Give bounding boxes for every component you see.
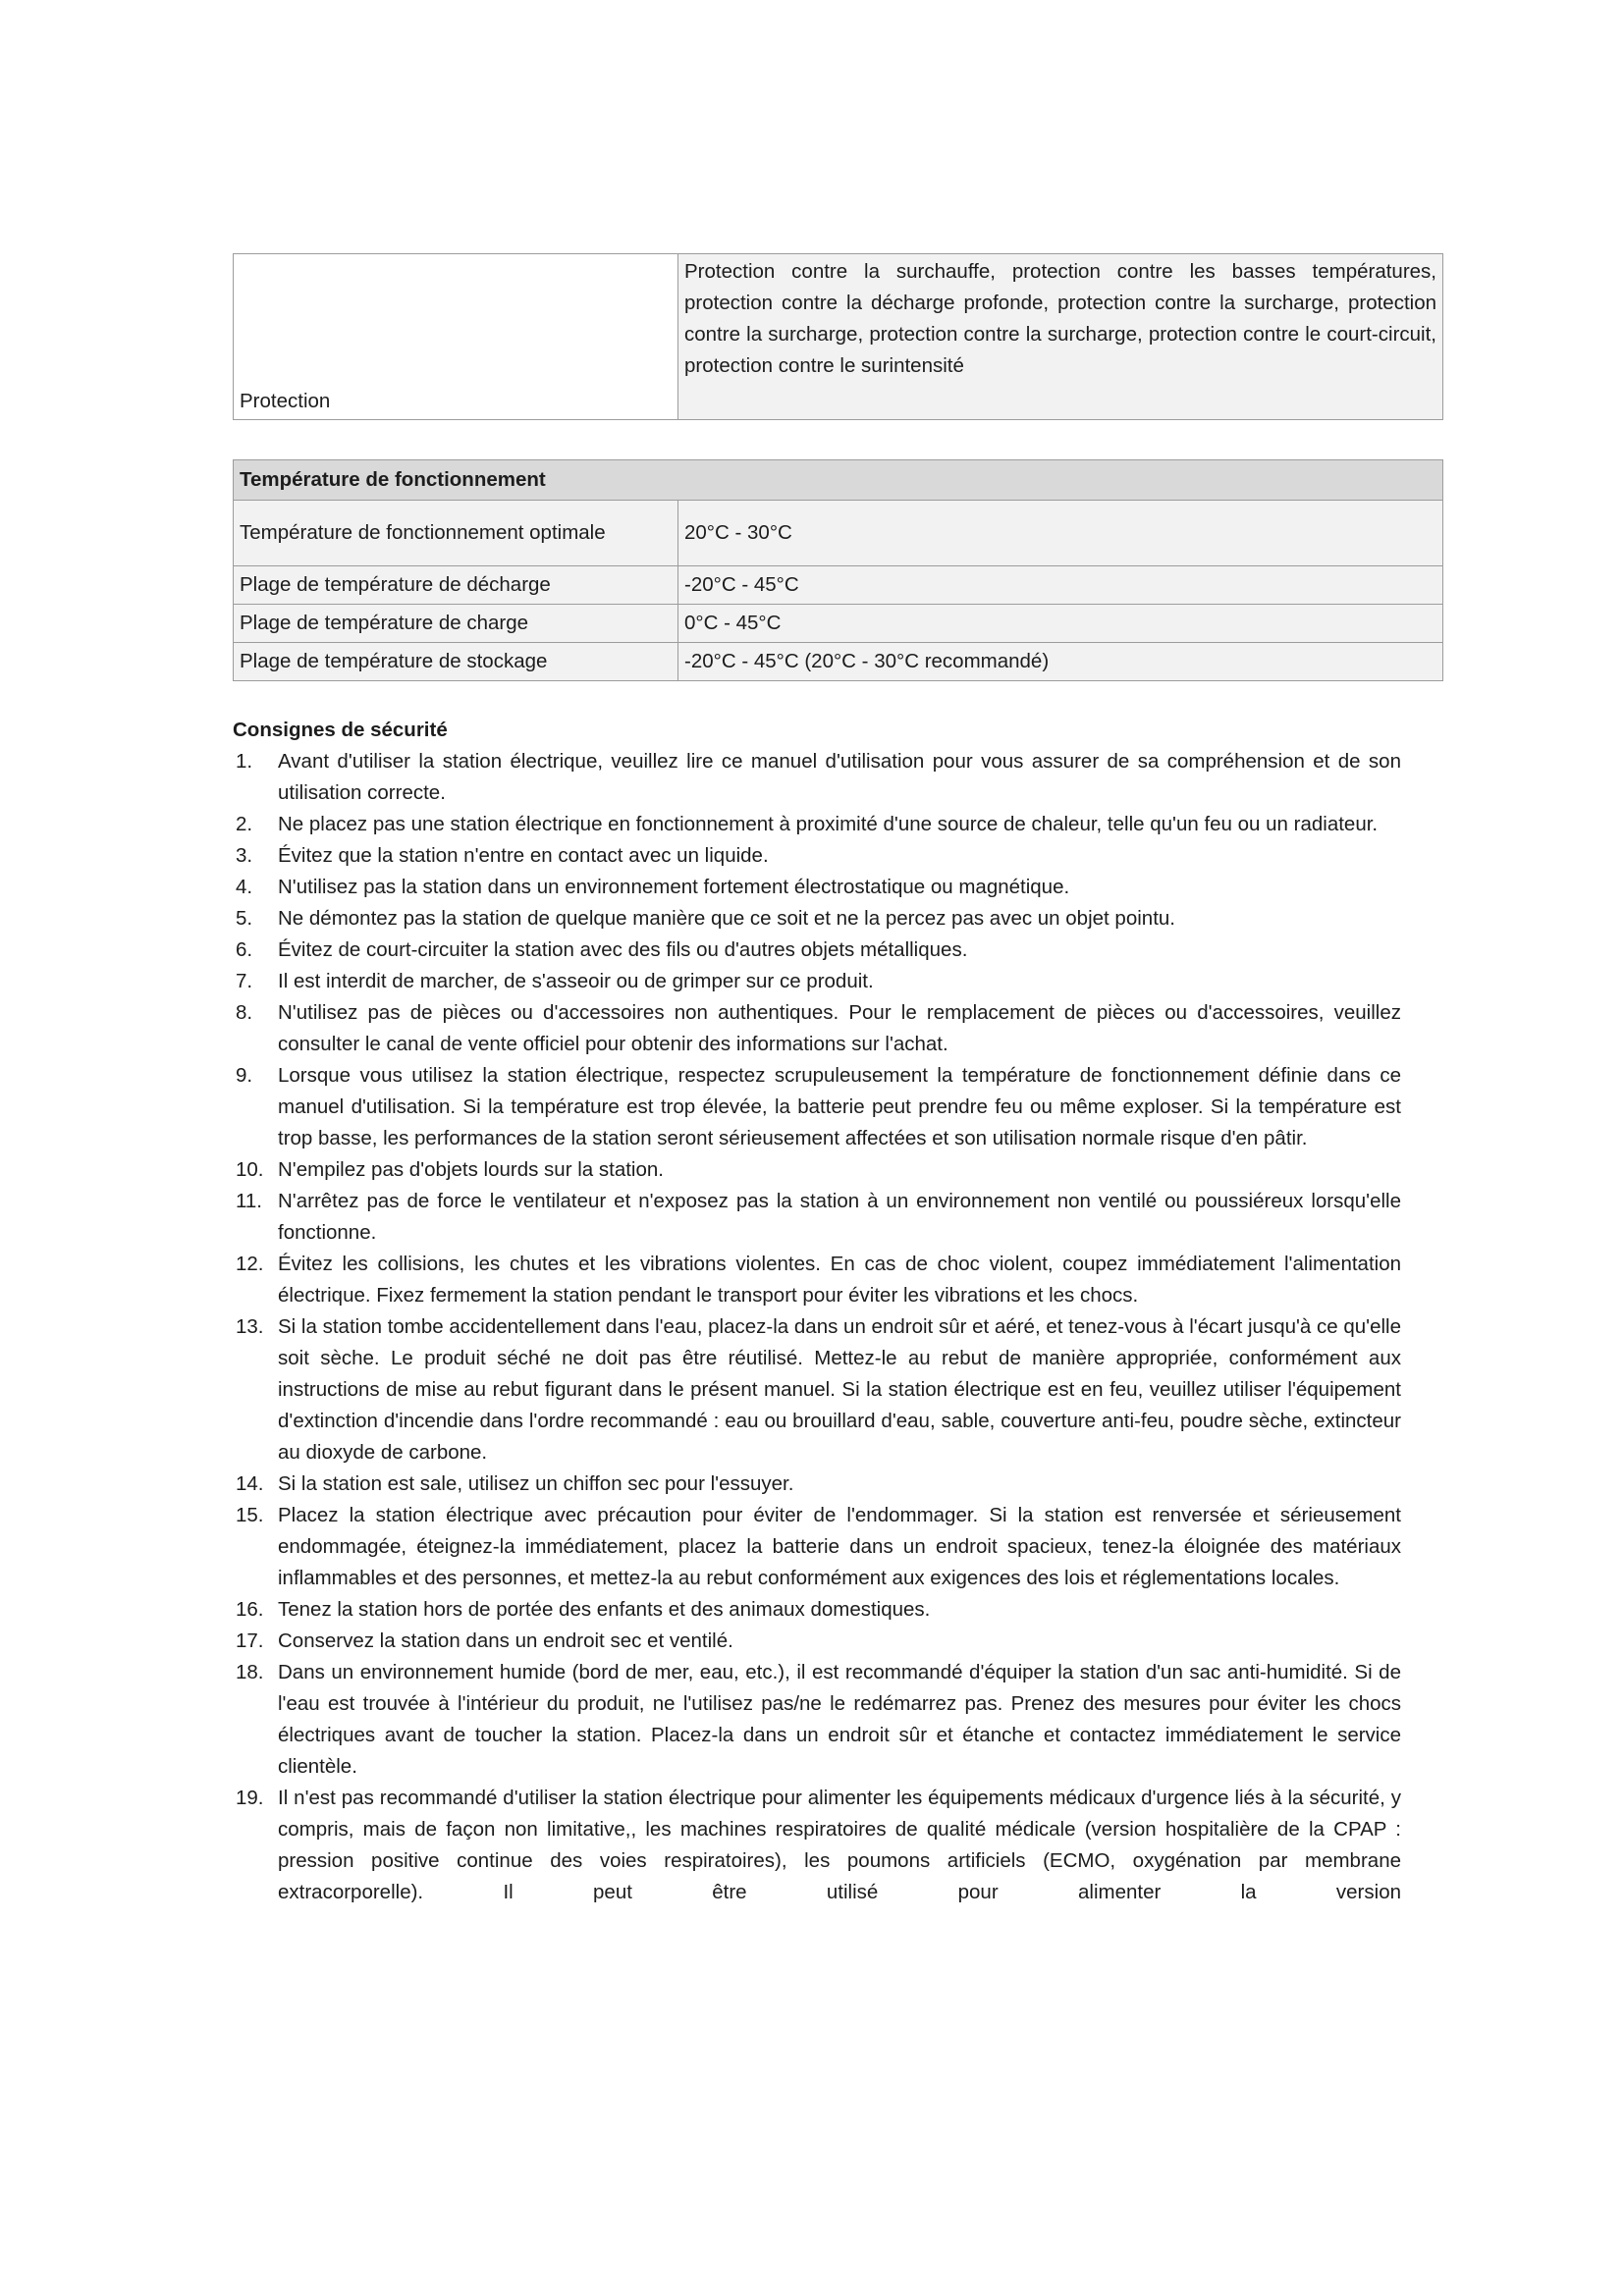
row-label: Température de fonctionnement optimale [234, 501, 678, 566]
item-number: 13. [236, 1315, 264, 1338]
item-text: Évitez que la station n'entre en contact avec un liquide. [278, 844, 769, 867]
table-row [234, 566, 1443, 605]
item-text: N'arrêtez pas de force le ventilateur et n'exposez pas la station à un environnement non ventilé ou poussiéreux lorsqu'elle fonctionne. [278, 1190, 1401, 1244]
list-item [236, 1311, 1401, 1468]
item-number: 9. [236, 1064, 253, 1087]
item-number: 4. [236, 876, 253, 898]
item-text: Si la station tombe accidentellement dans l'eau, placez-la dans un endroit sûr et aéré, et tenez-vous à l'écart jusqu'à ce qu'elle soit sèche. Le produit séché ne doit pas être réutilisé. Mettez-le au rebut de manière appropriée, conformément aux instructions de mise au rebut figurant dans le présent manuel. Si la station électrique est en feu, veuillez utiliser l'équipement d'extinction d'incendie dans l'ordre recommandé : eau ou brouillard d'eau, sable, couverture anti-feu, poudre sèche, extincteur au dioxyde de carbone. [278, 1315, 1401, 1464]
item-text: Il n'est pas recommandé d'utiliser la station électrique pour alimenter les équipements médicaux d'urgence liés à la sécurité, y compris, mais de façon non limitative,, les machines respiratoires de qualité médicale (version hospitalière de la CPAP : pression positive continue des voies respiratoires), les poumons artificiels (ECMO, oxygénation par membrane extracorporelle). Il peut être utilisé pour alimenter la version [278, 1787, 1401, 1903]
item-number: 14. [236, 1472, 264, 1495]
table-row [234, 501, 1443, 566]
list-item [236, 1060, 1401, 1154]
protection-label: Protection [234, 254, 678, 420]
list-item [236, 1783, 1401, 1908]
item-number: 11. [236, 1190, 262, 1212]
list-item [236, 1154, 1401, 1186]
item-number: 8. [236, 1001, 253, 1024]
safety-instructions-list [236, 746, 1401, 1908]
table-row [234, 605, 1443, 643]
item-number: 1. [236, 750, 253, 773]
item-text: Placez la station électrique avec précaution pour éviter de l'endommager. Si la station est renversée et sérieusement endommagée, éteignez-la immédiatement, placez la batterie dans un endroit spacieux, tenez-la éloignée des matériaux inflammables et des personnes, et mettez-la au rebut conformément aux exigences des lois et réglementations locales. [278, 1504, 1401, 1589]
item-text: Ne placez pas une station électrique en fonctionnement à proximité d'une source de chaleur, telle qu'un feu ou un radiateur. [278, 813, 1379, 835]
item-text: N'utilisez pas de pièces ou d'accessoires non authentiques. Pour le remplacement de pièces ou d'accessoires, veuillez consulter le canal de vente officiel pour obtenir des informations sur l'achat. [278, 1001, 1401, 1055]
item-text: N'empilez pas d'objets lourds sur la station. [278, 1158, 664, 1181]
section-heading: Consignes de sécurité [233, 719, 448, 741]
item-text: Évitez de court-circuiter la station avec des fils ou d'autres objets métalliques. [278, 938, 968, 961]
row-value: 0°C - 45°C [678, 605, 1443, 643]
item-number: 15. [236, 1504, 264, 1526]
item-text: Il est interdit de marcher, de s'asseoir ou de grimper sur ce produit. [278, 970, 874, 992]
protection-table [233, 253, 1443, 420]
item-number: 10. [236, 1158, 264, 1181]
list-item [236, 1626, 1401, 1657]
item-number: 17. [236, 1629, 264, 1652]
item-number: 19. [236, 1787, 264, 1809]
list-item [236, 1594, 1401, 1626]
item-number: 6. [236, 938, 253, 961]
row-label: Plage de température de stockage [234, 643, 678, 681]
row-label: Plage de température de décharge [234, 566, 678, 605]
list-item [236, 1500, 1401, 1594]
list-item [236, 809, 1401, 840]
item-text: N'utilisez pas la station dans un environnement fortement électrostatique ou magnétique. [278, 876, 1070, 898]
item-number: 12. [236, 1253, 264, 1275]
table-header: Température de fonctionnement [234, 460, 1443, 501]
list-item [236, 903, 1401, 934]
item-number: 3. [236, 844, 253, 867]
list-item [236, 1468, 1401, 1500]
table-row [234, 643, 1443, 681]
item-text: Avant d'utiliser la station électrique, veuillez lire ce manuel d'utilisation pour vous assurer de sa compréhension et de son utilisation correcte. [278, 750, 1401, 804]
row-value: -20°C - 45°C (20°C - 30°C recommandé) [678, 643, 1443, 681]
item-number: 18. [236, 1661, 264, 1683]
table-header-row [234, 460, 1443, 501]
row-value: -20°C - 45°C [678, 566, 1443, 605]
list-item [236, 997, 1401, 1060]
item-text: Lorsque vous utilisez la station électrique, respectez scrupuleusement la température de fonctionnement définie dans ce manuel d'utilisation. Si la température est trop élevée, la batterie peut prendre feu ou même exploser. Si la température est trop basse, les performances de la station seront sérieusement affectées et son utilisation normale risque d'en pâtir. [278, 1064, 1401, 1149]
row-value: 20°C - 30°C [678, 501, 1443, 566]
row-label: Plage de température de charge [234, 605, 678, 643]
list-item [236, 934, 1401, 966]
item-number: 7. [236, 970, 253, 992]
item-text: Évitez les collisions, les chutes et les vibrations violentes. En cas de choc violent, coupez immédiatement l'alimentation électrique. Fixez fermement la station pendant le transport pour éviter les vibrations et les chocs. [278, 1253, 1401, 1307]
page-content [233, 253, 1442, 1908]
item-text: Tenez la station hors de portée des enfants et des animaux domestiques. [278, 1598, 931, 1621]
table-row [234, 254, 1443, 420]
list-item [236, 872, 1401, 903]
list-item [236, 966, 1401, 997]
item-number: 16. [236, 1598, 264, 1621]
protection-value: Protection contre la surchauffe, protection contre les basses températures, protection contre la décharge profonde, protection contre la surcharge, protection contre la surcharge, protection contre la surcharge, protection contre le court-circuit, protection contre le surintensité [678, 254, 1443, 420]
list-item [236, 840, 1401, 872]
item-number: 2. [236, 813, 253, 835]
list-item [236, 1657, 1401, 1783]
item-number: 5. [236, 907, 253, 930]
item-text: Conservez la station dans un endroit sec et ventilé. [278, 1629, 733, 1652]
operating-temperature-table [233, 459, 1443, 681]
list-item [236, 1186, 1401, 1249]
item-text: Dans un environnement humide (bord de mer, eau, etc.), il est recommandé d'équiper la station d'un sac anti-humidité. Si de l'eau est trouvée à l'intérieur du produit, ne l'utilisez pas/ne le redémarrez pas. Prenez des mesures pour éviter les chocs électriques avant de toucher la station. Placez-la dans un endroit sûr et étanche et contactez immédiatement le service clientèle. [278, 1661, 1401, 1778]
list-item [236, 1249, 1401, 1311]
item-text: Ne démontez pas la station de quelque manière que ce soit et ne la percez pas avec un objet pointu. [278, 907, 1175, 930]
list-item [236, 746, 1401, 809]
item-text: Si la station est sale, utilisez un chiffon sec pour l'essuyer. [278, 1472, 794, 1495]
